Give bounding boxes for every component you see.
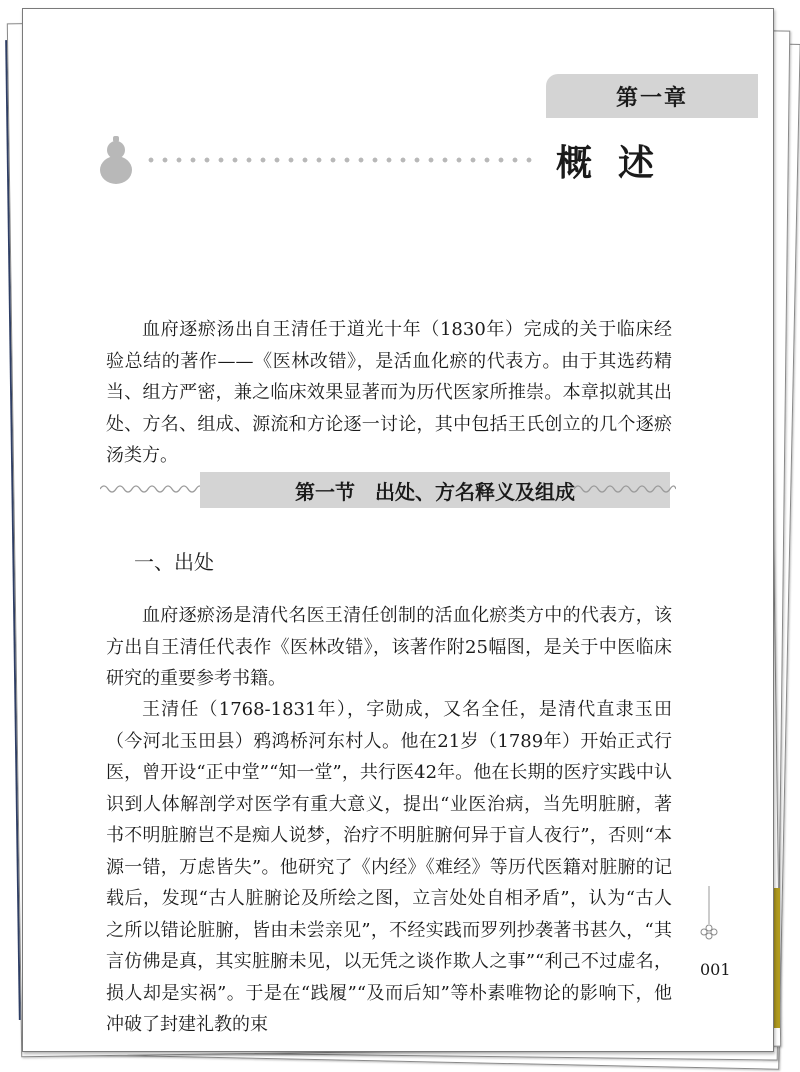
- chapter-title: 概述: [556, 143, 681, 184]
- chapter-label: 第一章: [546, 74, 758, 118]
- gourd-icon: [96, 136, 136, 184]
- section-heading-banner: [100, 472, 676, 508]
- wave-ornament-left: [100, 482, 202, 496]
- subsection-title: 一、出处: [134, 550, 214, 574]
- flower-ornament-icon: [699, 886, 719, 942]
- page-number: 001: [700, 960, 731, 979]
- body-paragraph: 血府逐瘀汤是清代名医王清任创制的活血化瘀类方中的代表方，该方出自王清任代表作《医林改错》，该著作附25幅图，是关于中医临床研究的重要参考书籍。: [106, 605, 672, 689]
- dotted-leader: [144, 157, 540, 163]
- section-title: 第一节 出处、方名释义及组成: [200, 472, 670, 508]
- body-paragraph: 王清任（1768-1831年），字勋成，又名全任，是清代直隶玉田（今河北玉田县）鸦鸿桥河东村人。他在21岁（1789年）开始正式行医，曾开设“正中堂”“知一堂”，共行医42年。他在长期的医疗实践中认识到人体解剖学对医学有重大意义，提出“业医治病，当先明脏腑，著书不明脏腑岂不是痴人说梦，治疗不明脏腑何异于盲人夜行”，否则“本源一错，万虑皆失”。他研究了《内经》《难经》等历代医籍对脏腑的记载后，发现“古人脏腑论及所绘之图，立言处处自相矛盾”，认为“古人之所以错论脏腑，皆由未尝亲见”，不经实践而罗列抄袭著书甚久，“其言仿佛是真，其实脏腑未见，以无凭之谈作欺人之事”“利己不过虚名，损人却是实祸”。于是在“践履”“及而后知”等朴素唯物论的影响下，他冲破了封建礼教的束: [106, 699, 672, 1035]
- wave-ornament-right: [574, 482, 676, 496]
- intro-paragraph: 血府逐瘀汤出自王清任于道光十年（1830年）完成的关于临床经验总结的著作——《医林改错》，是活血化瘀的代表方。由于其选药精当、组方严密，兼之临床效果显著而为历代医家所推崇。本章拟就其出处、方名、组成、源流和方论逐一讨论，其中包括王氏创立的几个逐瘀汤类方。: [106, 319, 672, 466]
